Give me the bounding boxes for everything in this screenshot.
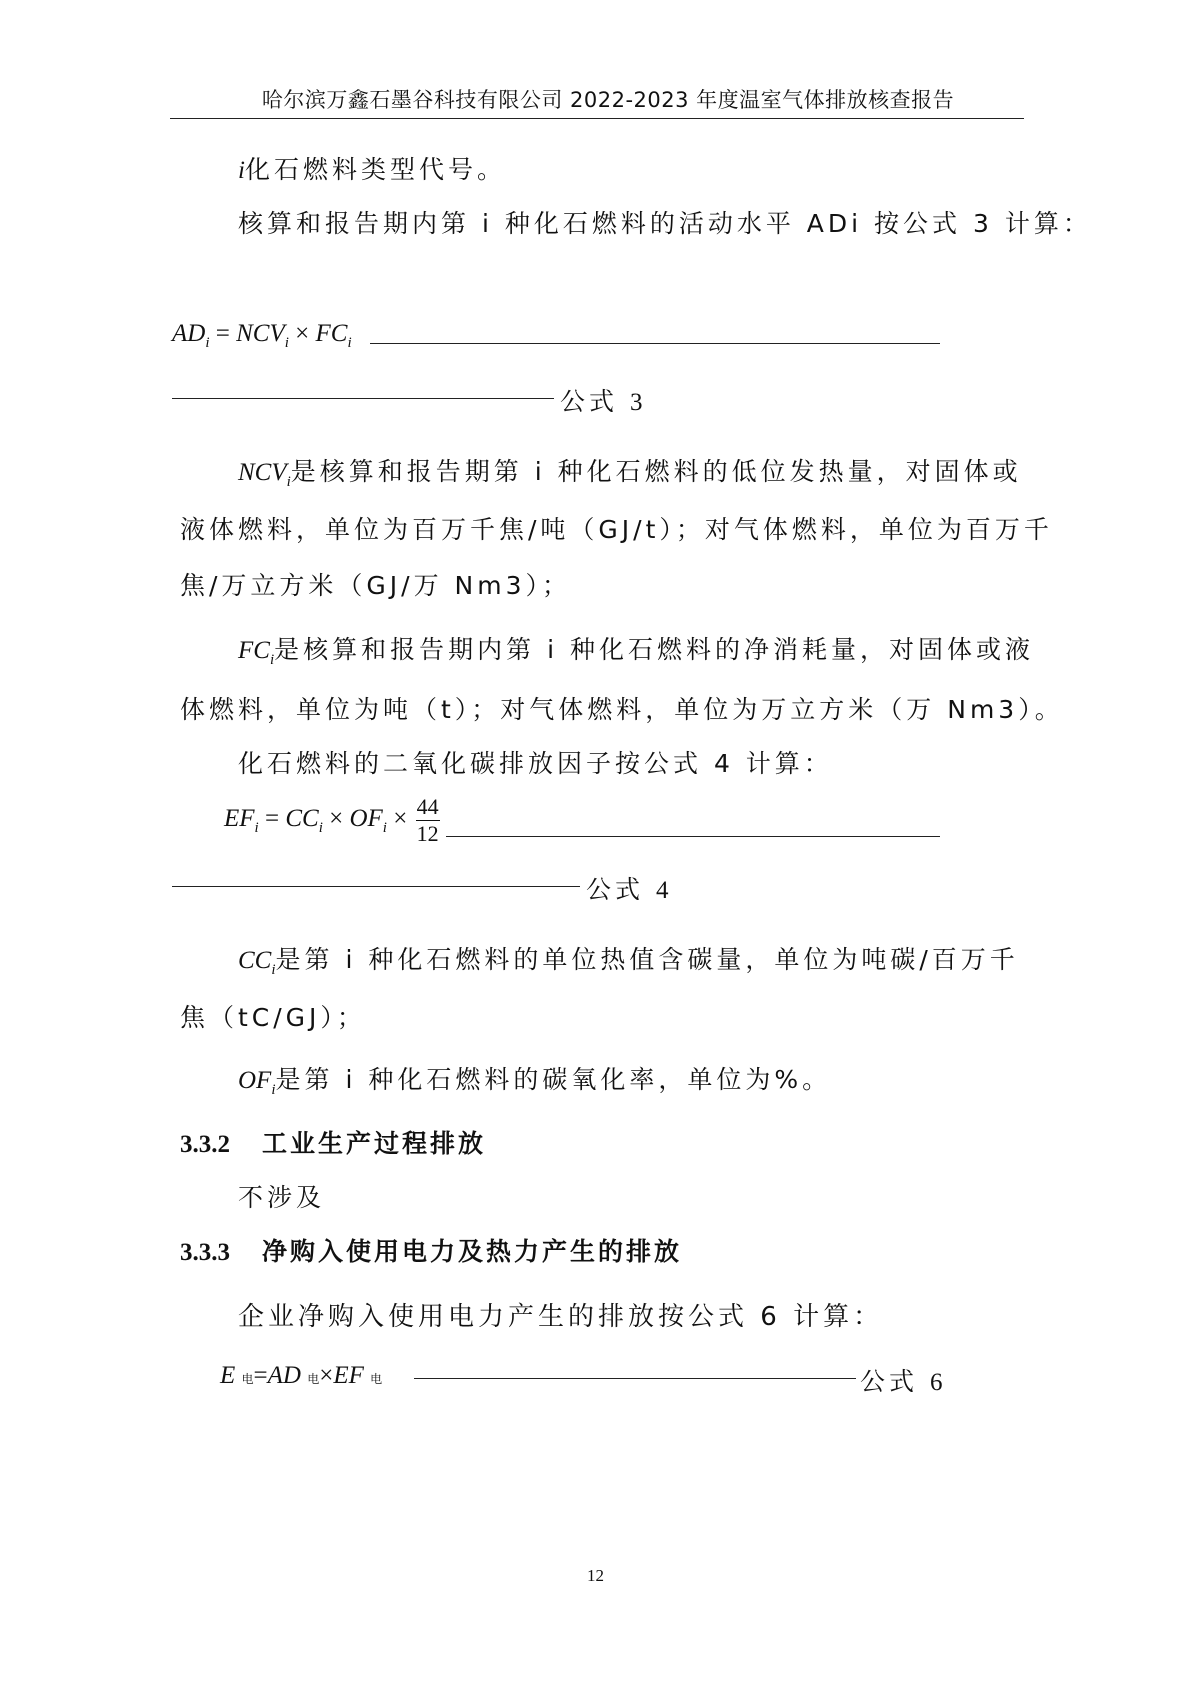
of-symbol: OF — [238, 1067, 272, 1094]
section-heading-3-3-3: 3.3.3 净购入使用电力及热力产生的排放 — [180, 1237, 683, 1266]
of-definition: $OF_i$是第 i 种化石燃料的碳氧化率，单位为%。 — [238, 1065, 832, 1098]
i-definition-text: 化石燃料类型代号。 — [244, 155, 506, 184]
formula-4-fraction: $\frac{44}{12}$ — [416, 794, 439, 846]
formula-4-of: OF — [349, 805, 383, 833]
i-symbol: i — [238, 157, 245, 184]
ncv-definition: $NCV_i$是核算和报告期第 i 种化石燃料的低位发热量，对固体或 — [238, 457, 1022, 490]
formula-4-label: 公式 4 — [586, 875, 673, 904]
formula-4: $EF_i = CC_i \times OF_i$ × $\frac{44}{12}$ — [224, 794, 439, 846]
formula-3-leader-line-2 — [172, 398, 554, 399]
formula-6-e: E — [220, 1362, 236, 1389]
formula-6-ef: EF — [333, 1362, 364, 1389]
formula-3-fc: FC — [315, 320, 348, 347]
formula-3-label: 公式 3 — [560, 387, 647, 416]
page-header: 哈尔滨万鑫石墨谷科技有限公司 2022-2023 年度温室气体排放核查报告 — [261, 88, 955, 112]
formula-6-label: 公式 6 — [860, 1367, 947, 1396]
formula-3-leader-line — [370, 343, 940, 344]
formula-4-ef: EF — [224, 805, 255, 833]
formula-4-leader-line-2 — [172, 886, 580, 887]
i-definition — [238, 150, 1073, 186]
formula-4-cc: CC — [285, 805, 319, 833]
cc-definition: $CC_i$是第 i 种化石燃料的单位热值含碳量，单位为吨碳/百万千 — [238, 945, 1019, 978]
emission-factor-intro: 化石燃料的二氧化碳排放因子按公式 4 计算： — [238, 749, 833, 778]
header-divider — [170, 118, 1024, 119]
formula-6-ad: AD — [267, 1362, 301, 1389]
formula-3-ncv: NCV — [236, 320, 285, 347]
fc-symbol: FC — [238, 637, 270, 664]
formula-6: E 电=AD 电×EF 电 — [220, 1362, 383, 1389]
formula-3: $AD_i = NCV_i \times FC_i$ — [172, 320, 352, 351]
fc-definition-line-2: 体燃料，单位为吨（t）；对气体燃料，单位为万立方米（万 Nm3）。 — [180, 695, 1064, 724]
not-applicable-text: 不涉及 — [238, 1183, 326, 1212]
activity-level-intro: 核算和报告期内第 i 种化石燃料的活动水平 ADi 按公式 3 计算： — [238, 209, 1092, 238]
ncv-definition-line-3: 焦/万立方米（GJ/万 Nm3）； — [180, 571, 571, 600]
fc-definition: $FC_i$是核算和报告期内第 i 种化石燃料的净消耗量，对固体或液 — [238, 635, 1034, 668]
formula-6-leader-line — [414, 1378, 856, 1379]
ncv-definition-line-2: 液体燃料，单位为百万千焦/吨（GJ/t）；对气体燃料，单位为百万千 — [180, 515, 1053, 544]
section-heading-3-3-2: 3.3.2 工业生产过程排放 — [180, 1129, 487, 1158]
cc-definition-line-2: 焦（tC/GJ）； — [180, 1003, 366, 1032]
cc-symbol: CC — [238, 947, 272, 974]
electricity-emission-intro: 企业净购入使用电力产生的排放按公式 6 计算： — [238, 1302, 884, 1332]
formula-3-ad: AD — [172, 320, 206, 347]
ncv-symbol: NCV — [238, 459, 287, 486]
page-number: 12 — [587, 1566, 604, 1585]
formula-4-leader-line — [446, 836, 940, 837]
